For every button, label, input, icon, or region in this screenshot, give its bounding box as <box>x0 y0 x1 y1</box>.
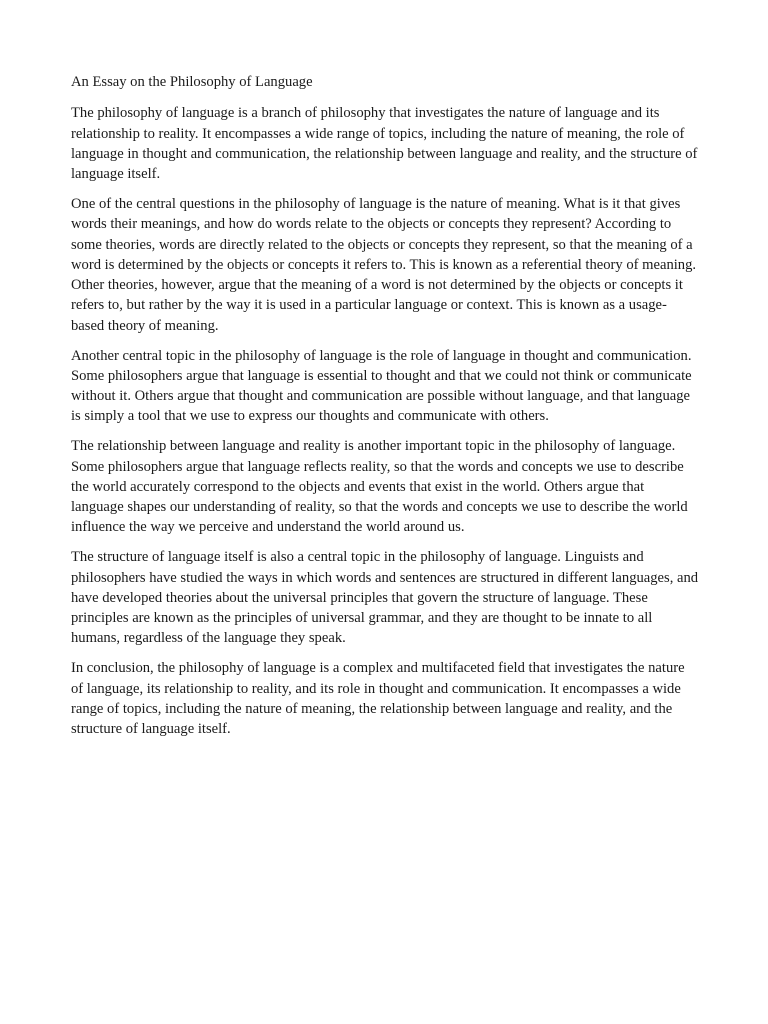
paragraph-5: The structure of language itself is also a central topic in the philosophy of language. Linguists and philosophers have studied the ways in which words and sentences are structured in different languages, and have developed theories about the universal principles that govern the structure of language. These principles are known as the principles of universal grammar, and they are thought to be innate to all humans, regardless of the language they speak. <box>71 549 699 647</box>
document-body <box>71 72 699 749</box>
paragraph-2: One of the central questions in the philosophy of language is the nature of meaning. What is it that gives words their meanings, and how do words relate to the objects or concepts they represent? According to some theories, words are directly related to the objects or concepts they represent, so that the meaning of a word is determined by the objects or concepts it refers to. This is known as a referential theory of meaning. Other theories, however, argue that the meaning of a word is not determined by the objects or concepts it refers to, but rather by the way it is used in a particular language or context. This is known as a usage-based theory of meaning. <box>71 195 697 334</box>
paragraph-6: In conclusion, the philosophy of language is a complex and multifaceted field that investigates the nature of language, its relationship to reality, and its role in thought and communication. It encompasses a wide range of topics, including the nature of meaning, the relationship between language and reality, and the structure of language itself. <box>71 660 685 738</box>
paragraph-3: Another central topic in the philosophy of language is the role of language in thought and communication. Some philosophers argue that language is essential to thought and that we could not think or communicate without it. Others argue that thought and communication are possible without language, and that language is simply a tool that we use to express our thoughts and communicate with others. <box>71 347 692 425</box>
paragraph-4: The relationship between language and reality is another important topic in the philosophy of language. Some philosophers argue that language reflects reality, so that the words and concepts we use to describe the world accurately correspond to the objects and events that exist in the world. Others argue that language shapes our understanding of reality, so that the words and concepts we use to describe the world influence the way we perceive and understand the world around us. <box>71 438 688 536</box>
paragraph-1: The philosophy of language is a branch of philosophy that investigates the nature of language and its relationship to reality. It encompasses a wide range of topics, including the nature of meaning, the role of language in thought and communication, the relationship between language and reality, and the structure of language itself. <box>71 105 698 183</box>
document-title: An Essay on the Philosophy of Language <box>71 74 313 90</box>
